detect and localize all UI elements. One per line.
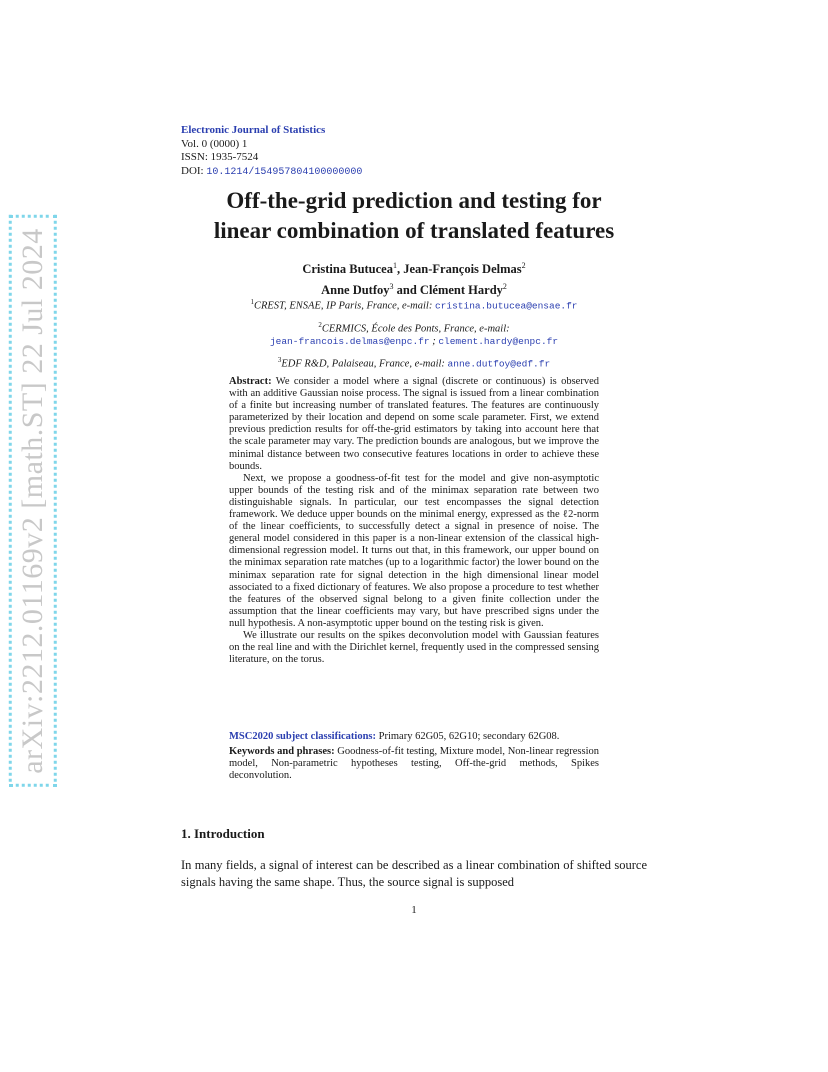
msc-classification [229,731,599,743]
abstract-text: We consider a model where a signal (discrete or continuous) is observed with an additive Gaussian noise process. The signal is issued from a linear combination of a finite but increasing number of translated features. The features are continuously parameterized by their location and depend on some scale parameter. First, we extend previous prediction results for off-the-grid estimators by taking into account here that the scale parameter may vary. The prediction bounds are analogous, but we improve the minimal distance between two consecutive features locations in order to achieve these bounds. [229,376,599,472]
keywords [229,746,599,782]
affiliations [150,296,678,377]
page-number: 1 [411,904,417,916]
abstract-paragraph-1 [229,376,599,473]
keywords-text: Goodness-of-fit testing, Mixture model, Non-linear regression model, Non-parametric hypotheses testing, Off-the-grid methods, Spikes deconvolution. [229,746,599,782]
author-affil-mark: 2 [521,261,526,270]
keywords-label: Keywords and phrases: [229,746,335,758]
affil-mark: 2 [318,320,322,329]
email-link[interactable]: anne.dutfoy@edf.fr [447,358,551,370]
author-name: Cristina Butucea [302,262,393,277]
arxiv-identifier[interactable]: arXiv:2212.01169v2 [math.ST] 22 Jul 2024 [9,215,57,787]
msc-text: Primary 62G05, 62G10; secondary 62G08. [376,731,560,742]
abstract-label: Abstract: [229,376,272,387]
affiliation-3 [150,354,678,371]
affil-mark: 1 [250,298,254,306]
author-affil-mark: 3 [389,282,394,292]
classification-block [229,731,599,785]
author-separator: and [393,283,420,298]
section-heading: 1. Introduction [181,826,265,841]
abstract-paragraph-3: We illustrate our results on the spikes deconvolution model with Gaussian features on the real line and with the Dirichlet kernel, frequently used in the compressed sensing literature, on the torus. [229,629,599,666]
journal-doi [181,165,362,180]
paper-title [150,186,678,246]
affil-mark: 3 [277,356,282,364]
journal-issn: ISSN: 1935-7524 [181,151,259,163]
email-link[interactable]: clement.hardy@enpc.fr [438,336,559,347]
affil-text: CERMICS, École des Ponts, France, e-mail: [321,323,510,334]
affiliation-1 [150,296,678,313]
abstract-paragraph-2: Next, we propose a goodness-of-fit test for the model and give non-asymptotic upper bounds of the testing risk and of the minimax separation rate between two distinguishable signals. In particular, our test encompasses the signal detection framework. We deduce upper bounds on the minimal energy, expressed as the ℓ2-norm of the linear coefficients, to successfully detect a signal in presence of noise. The general model considered in this paper is a non-linear extension of the classical high-dimensional regression model. It turns out that, in this framework, our upper bound on the minimax separation rate matches (up to a logarithmic factor) the lower bound on the minimax separation rate for signal detection in the high dimensional linear model associated to a fixed dictionary of features. We also propose a procedure to test whether the features of the observed signal belong to a given finite collection under the assumption that the linear coefficients may vary, but have prescribed signs under the null hypothesis. A non-asymptotic upper bound on the testing risk is given. [229,472,599,629]
author-line-1 [150,257,678,278]
doi-label: DOI: [181,164,207,177]
journal-header [181,124,362,179]
author-name: Clément Hardy [419,283,503,298]
author-list [150,257,678,299]
email-separator: ; [429,336,439,347]
affiliation-2 [150,319,678,349]
author-name: Anne Dutfoy [321,283,390,298]
msc-link[interactable]: MSC2020 subject classifications: [229,731,376,742]
affil-text: EDF R&D, Palaiseau, France, e-mail: [281,358,448,370]
affil-text: CREST, ENSAE, IP Paris, France, e-mail: [253,300,435,312]
author-affil-mark: 1 [392,261,397,270]
journal-name[interactable]: Electronic Journal of Statistics [181,124,326,136]
introduction-text [181,857,647,891]
arxiv-stamp [6,228,60,774]
author-affil-mark: 2 [502,282,507,292]
abstract [229,376,599,666]
title-line-1: Off-the-grid prediction and testing for [226,188,602,213]
title-line-2: linear combination of translated features [213,218,615,243]
journal-volume: Vol. 0 (0000) 1 [181,137,248,150]
email-link[interactable]: cristina.butucea@ensae.fr [434,300,578,312]
body-paragraph: In many fields, a signal of interest can be described as a linear combination of shifted source signals having the same shape. Thus, the source signal is supposed [181,858,647,889]
author-separator: , [396,262,404,277]
author-name: Jean-François Delmas [403,262,522,277]
doi-link[interactable]: 10.1214/154957804100000000 [206,166,363,178]
email-link[interactable]: jean-francois.delmas@enpc.fr [269,336,430,347]
